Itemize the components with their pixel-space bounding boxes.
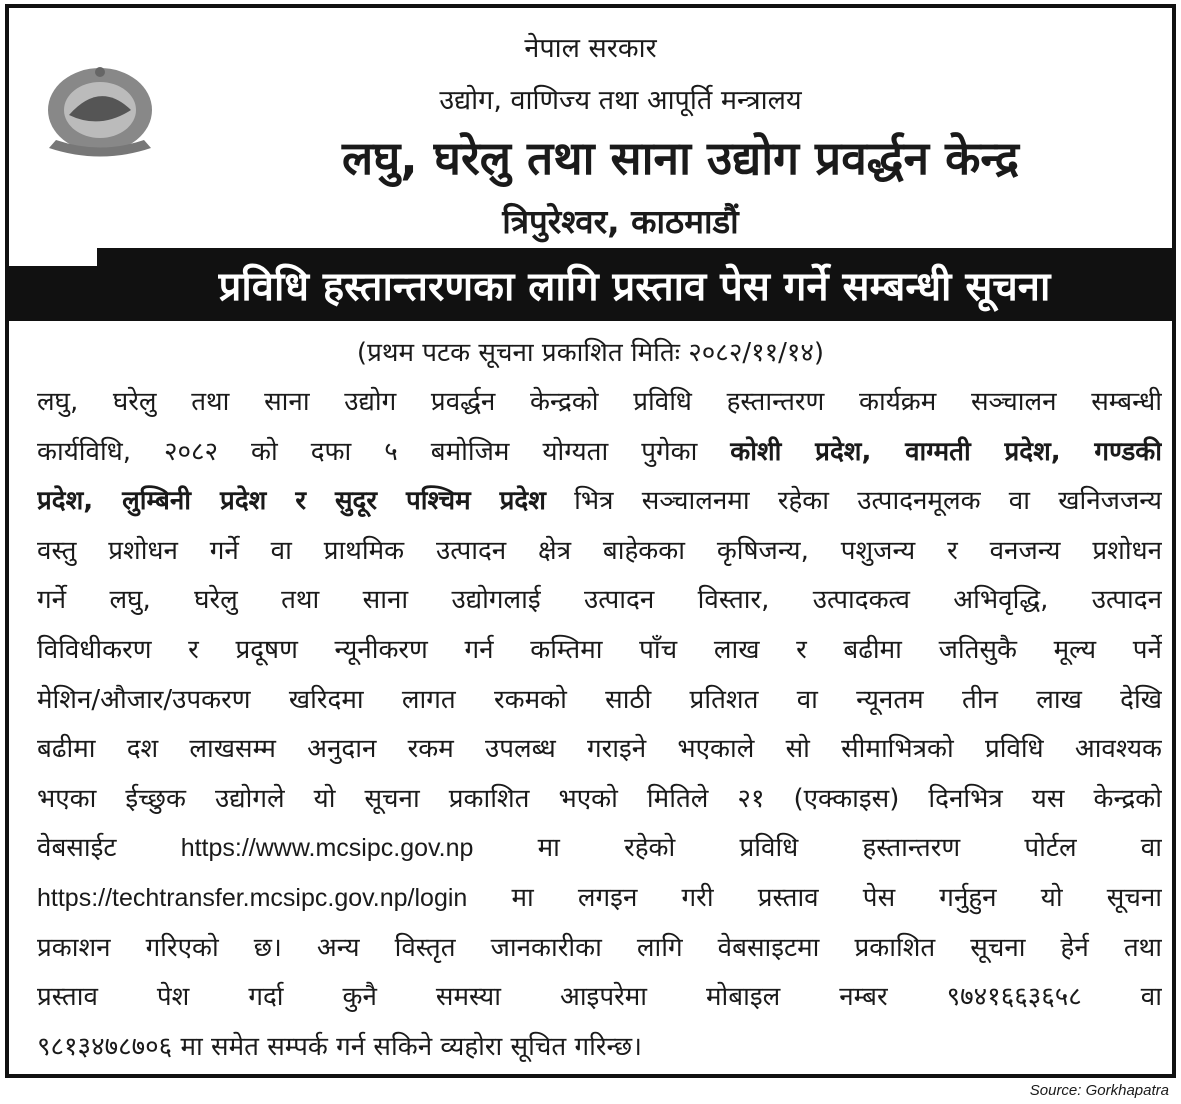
- body-text: प्रकाशन गरिएको छ। अन्य विस्तृत जानकारीका लागि वेबसाइटमा प्रकाशित सूचना हेर्न तथा: [37, 932, 1162, 963]
- body-text: गर्ने लघु, घरेलु तथा साना उद्योगलाई उत्पादन विस्तार, उत्पादकत्व अभिवृद्धि, उत्पादन: [37, 585, 1162, 616]
- bold-text: प्रदेश, लुम्बिनी प्रदेश र सुदूर पश्चिम प्रदेश: [37, 486, 546, 517]
- body-line: [37, 626, 1162, 676]
- title-band-accent: [9, 266, 97, 321]
- ministry-name: उद्योग, वाणिज्य तथा आपूर्ति मन्त्रालय: [439, 85, 802, 116]
- government-name: नेपाल सरकार: [524, 33, 657, 64]
- bold-text: कोशी प्रदेश, वाग्मती प्रदेश, गण्डकी: [730, 436, 1162, 467]
- publish-date: (प्रथम पटक सूचना प्रकाशित मितिः २०८२/११/१४): [356, 338, 825, 368]
- body-line: [37, 428, 1162, 478]
- body-text: मेशिन/औजार/उपकरण खरिदमा लागत रकमको साठी प्रतिशत वा न्यूनतम तीन लाख देखि: [37, 684, 1162, 715]
- body-line: [37, 676, 1162, 726]
- body-line: [37, 924, 1162, 974]
- body-line: [37, 725, 1162, 775]
- body-text: प्रस्ताव पेश गर्दा कुनै समस्या आइपरेमा मोबाइल नम्बर ९७४१६६३६५८ वा: [37, 982, 1162, 1013]
- body-text: ९८१३४७८७०६ मा समेत सम्पर्क गर्न सकिने व्यहोरा सूचित गरिन्छ।: [37, 1031, 642, 1062]
- body-line: [37, 527, 1162, 577]
- body-text: लघु, घरेलु तथा साना उद्योग प्रवर्द्धन केन्द्रको प्रविधि हस्तान्तरण कार्यक्रम सञ्चालन सम्बन्धी: [37, 387, 1162, 417]
- body-line: [37, 378, 1162, 428]
- notice-frame: [5, 4, 1176, 1078]
- body-text: मा लगइन गरी प्रस्ताव पेस गर्नुहुन यो सूचना: [467, 882, 1162, 913]
- body-line: [37, 824, 1162, 874]
- notice-title-band: [97, 248, 1172, 321]
- body-text: मा रहेको प्रविधि हस्तान्तरण पोर्टल वा: [473, 833, 1162, 864]
- body-line: [37, 973, 1162, 1023]
- body-line: [37, 576, 1162, 626]
- body-text: वस्तु प्रशोधन गर्ने वा प्राथमिक उत्पादन क्षेत्र बाहेकका कृषिजन्य, पशुजन्य र वनजन्य प्रशोधन: [37, 535, 1162, 566]
- office-name: लघु, घरेलु तथा साना उद्योग प्रवर्द्धन केन्द्र: [341, 131, 1020, 185]
- body-line: [37, 775, 1162, 825]
- body-text: कार्यविधि, २०८२ को दफा ५ बमोजिम योग्यता पुगेका: [37, 436, 731, 467]
- body-line: [37, 874, 1162, 924]
- notice-body: [37, 378, 1162, 1072]
- notice-title: प्रविधि हस्तान्तरणका लागि प्रस्ताव पेस गर्ने सम्बन्धी सूचना: [218, 264, 1051, 310]
- office-location: त्रिपुरेश्वर, काठमाडौं: [502, 202, 739, 241]
- body-text: वेबसाईट: [37, 833, 181, 864]
- source-credit: Source: Gorkhapatra: [1029, 1082, 1169, 1099]
- url-text: https://www.mcsipc.gov.np: [180, 834, 474, 863]
- body-text: भित्र सञ्चालनमा रहेका उत्पादनमूलक वा खनिजजन्य: [545, 486, 1162, 517]
- url-text: https://techtransfer.mcsipc.gov.np/login: [37, 883, 468, 912]
- body-text: भएका ईच्छुक उद्योगले यो सूचना प्रकाशित भएको मितिले २१ (एक्काइस) दिनभित्र यस केन्द्रको: [37, 783, 1162, 814]
- body-text: विविधीकरण र प्रदूषण न्यूनीकरण गर्न कम्तिमा पाँच लाख र बढीमा जतिसुकै मूल्य पर्ने: [37, 634, 1162, 665]
- body-line: [37, 477, 1162, 527]
- body-line: [37, 1023, 1162, 1073]
- body-text: बढीमा दश लाखसम्म अनुदान रकम उपलब्ध गराइने भएकाले सो सीमाभित्रको प्रविधि आवश्यक: [37, 734, 1162, 765]
